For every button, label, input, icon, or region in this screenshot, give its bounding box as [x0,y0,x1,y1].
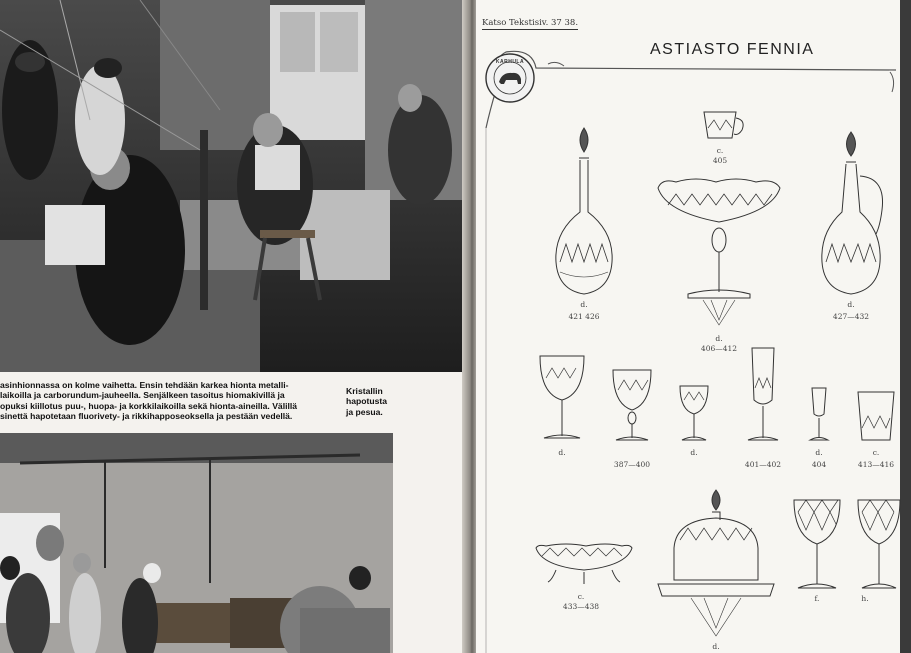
glass-1-illustration [540,356,584,438]
label-glass-6-number: 413—416 [857,460,895,469]
workshop-photo [0,0,463,372]
compote-bowl-illustration [658,179,780,325]
stamp-text: KARHULA [495,59,525,65]
catalog-title: ASTIASTO FENNIA [650,41,815,58]
right-page [476,0,900,653]
label-glass-6-letter: c. [872,448,880,457]
photo-caption: asinhionnassa on kolme vaihetta. Ensin tehdään karkea hionta metalli- laikoilla ja carborundum-jauheella. Senjälkeen tasoitus hiomakivillä ja opuksi kiillotus puu-, huopa- ja korkkilaikoilla sekä hionta-aineilla. Välillä sinettä hapotetaan fluorivety- ja rikkihapposeoksella ja pestään vedellä. [0,380,298,422]
label-glass-5-letter: d. [815,448,823,457]
goblet-1-illustration [794,500,840,588]
label-glass-3-letter: d. [690,448,698,457]
label-glass-4-number: 401—402 [744,460,782,469]
glass-4-illustration [748,348,778,440]
small-bowl-illustration [536,544,632,584]
watermark-wrap [385,412,405,612]
label-cup-number: 405 [712,156,728,165]
covered-dish-illustration [658,490,774,636]
label-covered-dish-letter: d. [712,642,720,651]
decanter-right-illustration [822,132,883,294]
label-small-bowl-number: 433—438 [562,602,600,611]
label-glass-1-letter: d. [558,448,566,457]
label-decanter-right-letter: d. [847,300,855,309]
label-decanter-left-number: 421 426 [568,312,600,321]
label-decanter-left-letter: d. [580,300,588,309]
glass-3-illustration [680,386,708,440]
label-cup-letter: c. [716,146,724,155]
glass-6-illustration [858,392,894,440]
label-small-bowl-letter: c. [577,592,585,601]
label-goblet-2-letter: h. [861,594,869,603]
washing-photo [0,433,393,653]
label-bowl-number: 406—412 [700,344,738,353]
decanter-left-illustration [556,128,612,294]
goblet-2-illustration [858,500,900,588]
glass-5-illustration [810,388,828,440]
label-glass-2-number: 387—400 [613,460,651,469]
label-glass-5-number: 404 [811,460,827,469]
label-goblet-1-letter: f. [814,594,820,603]
label-bowl-letter: d. [715,334,723,343]
label-decanter-right-number: 427—432 [832,312,870,321]
glassware-illustrations [476,0,900,653]
cup-illustration [704,112,743,138]
page-reference: Katso Tekstisiv. 37 38. [482,18,579,28]
side-caption: Kristallin hapotusta ja pesua. [346,386,388,417]
glass-2-illustration [613,370,651,440]
